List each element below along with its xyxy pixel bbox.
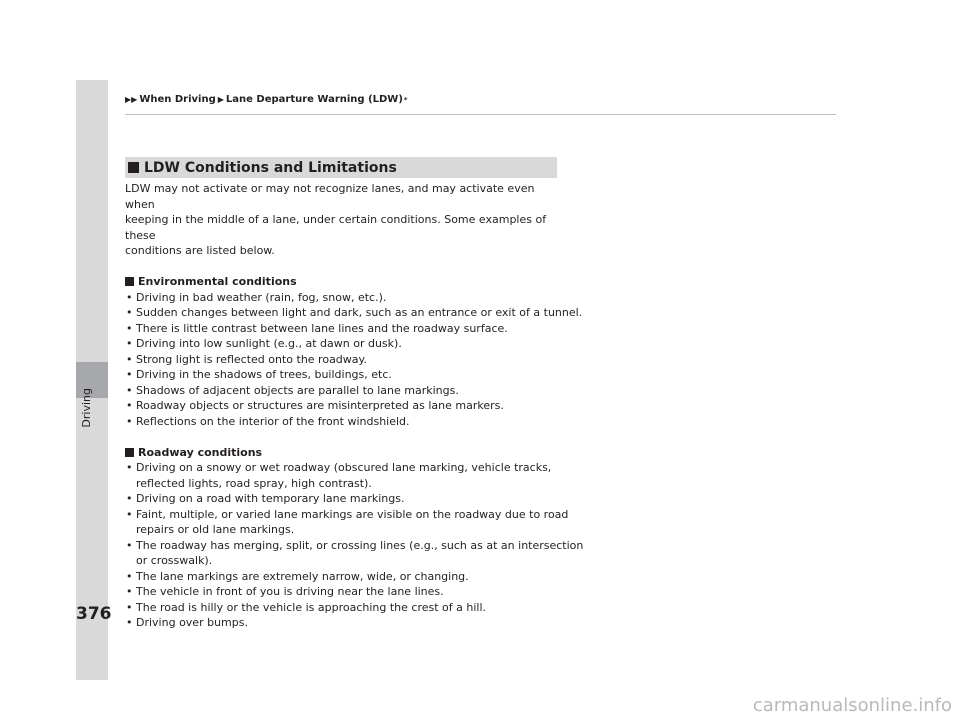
- list-item: • Faint, multiple, or varied lane markings are visible on the roadway due to road repairs or old lane markings.: [126, 507, 569, 536]
- body-content: [125, 181, 584, 631]
- breadcrumb-item[interactable]: Lane Departure Warning (LDW): [225, 94, 403, 105]
- subsection-title: Environmental conditions: [125, 274, 565, 290]
- subsection-title: Roadway conditions: [125, 445, 565, 461]
- intro-line: keeping in the middle of a lane, under certain conditions. Some examples of these: [125, 213, 547, 242]
- list-item: • Driving in bad weather (rain, fog, snow, etc.).: [126, 290, 387, 304]
- intro-line: LDW may not activate or may not recognize lanes, and may activate even when: [125, 182, 535, 211]
- environmental-list: [125, 290, 583, 430]
- breadcrumb-arrow-icon: ▶▶: [125, 95, 138, 104]
- intro-line: conditions are listed below.: [125, 244, 275, 257]
- square-bullet-icon: [125, 277, 134, 286]
- square-bullet-icon: [128, 162, 139, 173]
- list-item: • Driving in the shadows of trees, buildings, etc.: [126, 368, 392, 381]
- list-item: • Driving into low sunlight (e.g., at dawn or dusk).: [126, 337, 402, 350]
- breadcrumb-item[interactable]: When Driving: [139, 94, 216, 105]
- breadcrumb: [125, 94, 408, 105]
- side-tab-label: Driving: [80, 388, 93, 428]
- list-item: • Driving over bumps.: [126, 616, 248, 629]
- list-item: • Driving on a snowy or wet roadway (obscured lane marking, vehicle tracks, reflected lights, road spray, high contrast).: [126, 461, 552, 490]
- list-item: • Sudden changes between light and dark, such as an entrance or exit of a tunnel.: [126, 306, 583, 319]
- page-number: 376: [76, 604, 112, 624]
- list-item: • The road is hilly or the vehicle is approaching the crest of a hill.: [126, 600, 487, 614]
- header-rule: [125, 114, 836, 115]
- breadcrumb-superscript: *: [403, 95, 408, 104]
- section-heading: [125, 157, 557, 178]
- watermark: carmanualsonline.info: [752, 695, 952, 716]
- list-item: • Reflections on the interior of the front windshield.: [126, 414, 410, 428]
- list-item: • The vehicle in front of you is driving near the lane lines.: [126, 585, 444, 598]
- section-heading-text: LDW Conditions and Limitations: [144, 159, 397, 176]
- breadcrumb-arrow-icon: ▶: [217, 95, 224, 104]
- list-item: • There is little contrast between lane lines and the roadway surface.: [126, 321, 508, 335]
- list-item: • Driving on a road with temporary lane markings.: [126, 492, 405, 505]
- list-item: • Strong light is reflected onto the roadway.: [126, 352, 367, 366]
- list-item: • Shadows of adjacent objects are parallel to lane markings.: [126, 383, 459, 397]
- square-bullet-icon: [125, 448, 134, 457]
- list-item: • The roadway has merging, split, or crossing lines (e.g., such as at an intersection or crosswalk).: [126, 538, 584, 567]
- list-item: • Roadway objects or structures are misinterpreted as lane markers.: [126, 399, 504, 412]
- list-item: • The lane markings are extremely narrow, wide, or changing.: [126, 569, 469, 583]
- roadway-list: [125, 460, 584, 631]
